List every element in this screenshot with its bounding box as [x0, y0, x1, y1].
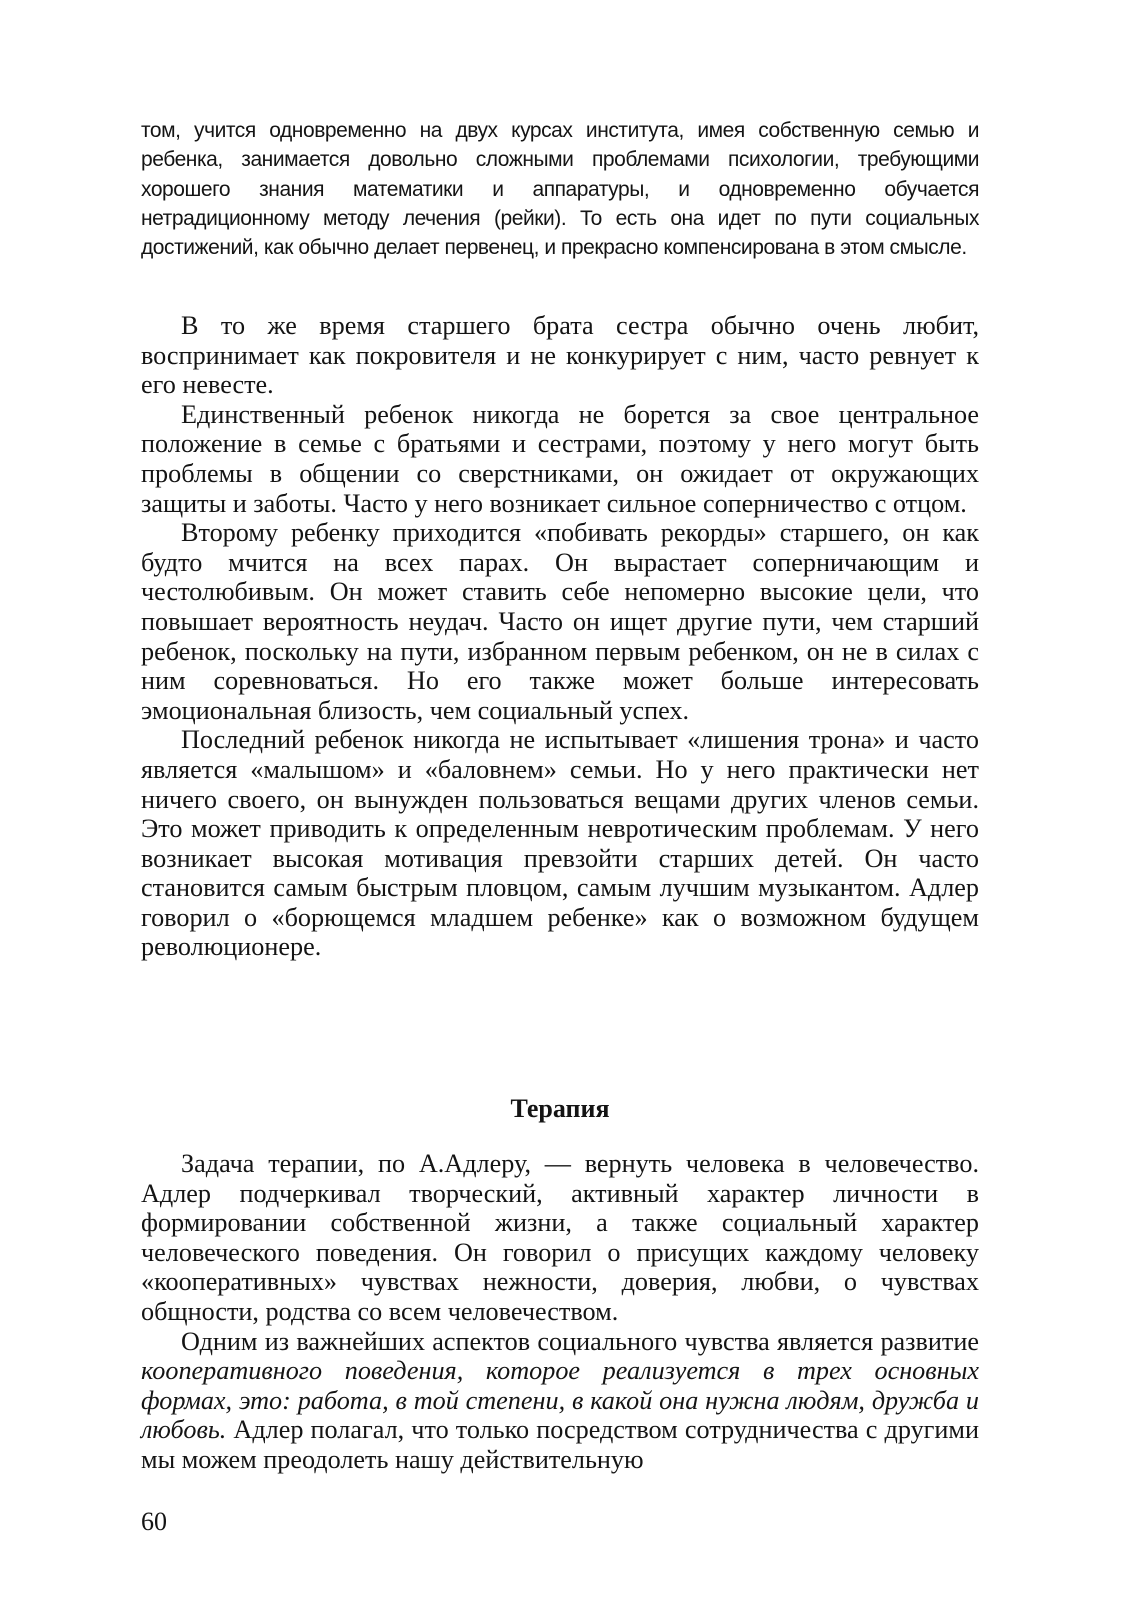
- therapy-section: [141, 1149, 979, 1475]
- section-heading: Терапия: [510, 1094, 610, 1123]
- birth-order-section: [141, 311, 979, 962]
- excerpt-text: том, учится одновременно на двух курсах института, имея собственную семью и ребенка, занимается довольно сложными проблемами психологии, требующими хорошего знания математики и аппаратуры, и одновременно обучается нетрадиционному методу лечения (рейки). То есть она идет по пути социальных достижений, как обычно делает первенец, и прекрасно компенсирована в этом смысле.: [141, 119, 979, 260]
- paragraph-end-text: Адлер полагал, что только посредством сотрудничества с другими мы можем преодолеть нашу действительную: [141, 1415, 979, 1474]
- paragraph-therapy-goal: Задача терапии, по А.Адлеру, — вернуть человека в человечество. Адлер подчеркивал творческий, активный характер личности в формировании собственной жизни, а также социальный характер человеческого поведения. Он говорил о присущих каждому человеку «кооперативных» чувствах нежности, доверия, любви, о чувствах общности, родства со всем человечеством.: [141, 1149, 979, 1326]
- paragraph-only-child: Единственный ребенок никогда не борется за свое центральное положение в семье с братьями и сестрами, поэтому у него могут быть проблемы в общении со сверстниками, он ожидает от окружающих защиты и заботы. Часто у него возникает сильное соперничество с отцом.: [141, 399, 979, 518]
- page-number: 60: [141, 1507, 167, 1536]
- paragraph-older-brother: В то же время старшего брата сестра обычно очень любит, воспринимает как покровителя и не конкурирует с ним, часто ревнует к его невесте.: [141, 311, 979, 400]
- paragraph-second-child: Второму ребенку приходится «побивать рекорды» старшего, он как будто мчится на всех парах. Он вырастает соперничающим и честолюбивым. Он может ставить себе непомерно высокие цели, что повышает вероятность неудач. Часто он ищет другие пути, чем старший ребенок, поскольку на пути, избранном первым ребенком, он не в силах с ним соревноваться. Но его также может больше интересовать эмоциональная близость, чем социальный успех.: [141, 518, 979, 725]
- paragraph-last-child: Последний ребенок никогда не испытывает «лишения трона» и часто является «малышом» и «баловнем» семьи. Но у него практически нет ничего своего, он вынужден пользоваться вещами других членов семьи. Это может приводить к определенным невротическим проблемам. У него возникает высокая мотивация превзойти старших детей. Он часто становится самым быстрым пловцом, самым лучшим музыкантом. Адлер говорил о «борющемся младшем ребенке» как о возможном будущем революционере.: [141, 725, 979, 962]
- paragraph-start-text: Одним из важнейших аспектов социального чувства является развитие: [181, 1326, 979, 1356]
- paragraph-cooperative-behavior: [141, 1327, 979, 1475]
- italic-emphasis-text: кооперативного поведения, которое реализуется в трех основных формах, это: работа, в той степени, в какой она нужна людям, дружба и любовь.: [141, 1356, 979, 1445]
- excerpt-paragraph: [141, 116, 979, 262]
